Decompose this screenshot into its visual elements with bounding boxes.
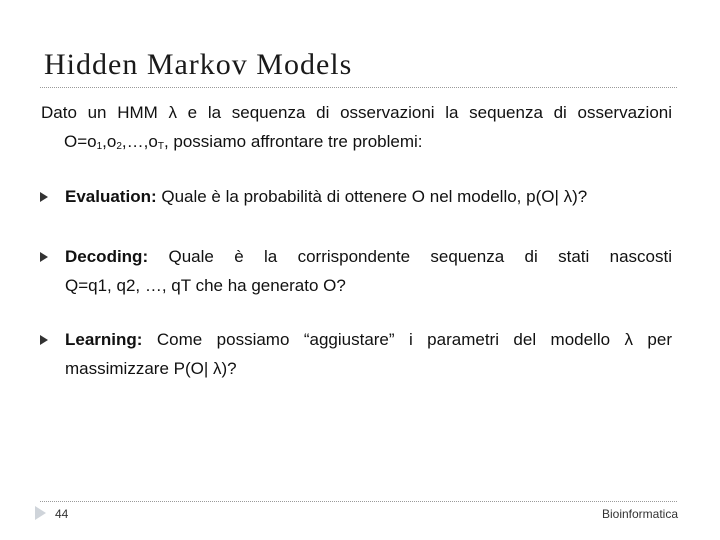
subscript-2: 2 bbox=[116, 141, 122, 152]
bullet-continuation: massimizzare P(O| λ)? bbox=[65, 359, 237, 378]
bullet-text bbox=[65, 325, 672, 383]
bullet-evaluation bbox=[36, 182, 672, 211]
bullet-term: Learning: bbox=[65, 330, 143, 349]
title-divider bbox=[40, 87, 677, 88]
bullet-first-line bbox=[65, 242, 672, 271]
slide-title: Hidden Markov Models bbox=[44, 48, 353, 81]
intro-line-1: Dato un HMM λ e la sequenza di osservazioni la sequenza di osservazioni bbox=[41, 103, 672, 122]
subscript-t: T bbox=[157, 141, 164, 152]
bullet-continuation: Q=q1, q2, …, qT che ha generato O? bbox=[65, 276, 346, 295]
bullet-term: Decoding: bbox=[65, 247, 149, 266]
intro-separator-1: ,o bbox=[102, 132, 117, 151]
intro-line-2-suffix: , possiamo affrontare tre problemi: bbox=[163, 132, 423, 151]
subscript-1: 1 bbox=[96, 141, 103, 152]
bullet-arrow-icon bbox=[40, 252, 48, 262]
bullet-text bbox=[65, 242, 672, 300]
bullet-learning bbox=[36, 325, 672, 383]
intro-separator-2: ,…,o bbox=[121, 132, 158, 151]
footer-divider bbox=[40, 501, 677, 502]
bullet-first-line bbox=[65, 325, 672, 354]
bullet-description: Quale è la probabilità di ottenere O nel modello, p(O| λ)? bbox=[156, 187, 588, 206]
bullet-arrow-icon bbox=[40, 192, 48, 202]
intro-line-2 bbox=[41, 127, 672, 156]
bullet-first-line bbox=[65, 182, 672, 211]
intro-paragraph bbox=[41, 98, 672, 156]
bullet-decoding bbox=[36, 242, 672, 300]
bullet-term: Evaluation: bbox=[65, 187, 157, 206]
bullet-description: Quale è la corrispondente sequenza di stati nascosti bbox=[148, 247, 672, 266]
bullet-description: Come possiamo “aggiustare” i parametri del modello λ per bbox=[142, 330, 672, 349]
footer-label: Bioinformatica bbox=[601, 507, 678, 521]
bullet-text bbox=[65, 182, 672, 211]
intro-line-2-prefix: O=o bbox=[64, 132, 97, 151]
page-number: 44 bbox=[55, 507, 69, 521]
bullet-arrow-icon bbox=[40, 335, 48, 345]
footer-arrow-icon bbox=[35, 506, 46, 520]
